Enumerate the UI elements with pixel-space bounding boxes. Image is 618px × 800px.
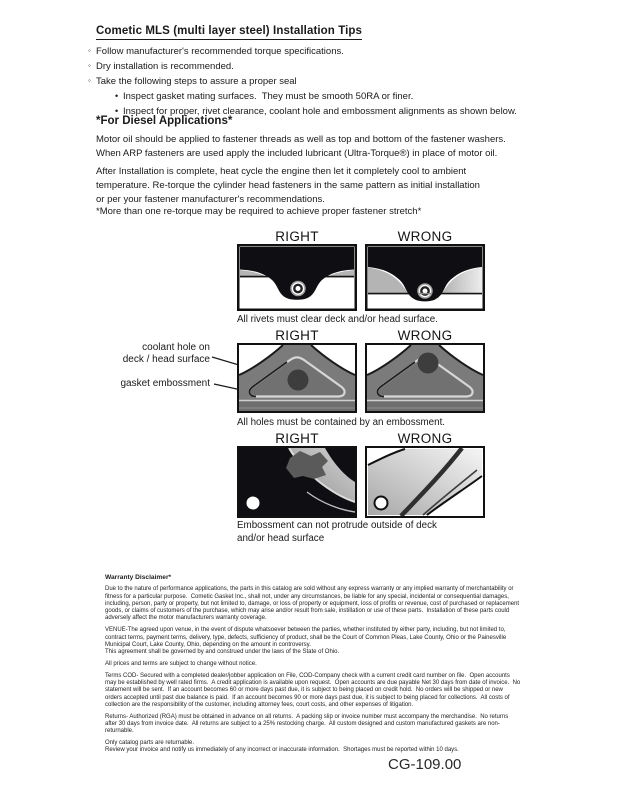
disclaimer-paragraph: Terms COD- Secured with a completed dealer/jobber application on File, COD-Company check with a current credit card number on file. Open accounts may be established by well rated firms. A credit application is available upon request. Open accounts are due payable Net 30 days from date of invoice. No statement will be sent. If an account becomes 60 or more days past due, it is subject to being placed on credit hold. No orders will be shipped or new orders accepted until past due balance is paid. If an account becomes 90 or more days past due, it is subject to being placed for collections. All costs of collection are the responsibility of the customer, including attorney fees, court costs, and other expenses of litigation.	[105, 672, 522, 708]
embossment-right-diagram	[237, 343, 357, 413]
rivet-wrong-diagram	[365, 244, 485, 311]
protrude-wrong-diagram	[365, 446, 485, 518]
annotation-line: gasket embossment	[120, 378, 210, 389]
right-label: RIGHT	[275, 229, 319, 244]
list-item	[88, 59, 517, 74]
paragraph-line: temperature. Re-torque the cylinder head fasteners in the same pattern as initial installation	[96, 180, 480, 191]
tip-text: Dry installation is recommended.	[96, 61, 234, 72]
tip-text: Inspect for proper, rivet clearance, coolant hole and embossment alignments as shown below.	[123, 106, 517, 117]
diesel-paragraph-1	[96, 133, 506, 161]
annotation-coolant-hole	[88, 342, 210, 366]
paragraph-line: Motor oil should be applied to fastener threads as well as top and bottom of the fastener washers.	[96, 134, 506, 145]
diagram-caption: All holes must be contained by an embossment.	[237, 417, 446, 428]
diagram-caption	[237, 519, 437, 545]
wrong-label: WRONG	[397, 431, 453, 446]
right-label: RIGHT	[275, 328, 319, 343]
disclaimer-paragraph: VENUE-The agreed upon venue, in the event of dispute whatsoever between the parties, whether instituted by either party, including, but not limited to, contract terms, payment terms, delivery, type, defects, sufficiency of product, shall be the Court of Common Pleas, Lake County, Ohio or the Painesville Municipal Court, Lake County, Ohio, depending on the amount in controversy.	[105, 627, 508, 648]
list-sub-item	[88, 89, 517, 104]
bullet-icon: ◦	[88, 61, 91, 70]
protrude-right-diagram	[237, 446, 357, 518]
embossment-wrong-diagram	[365, 343, 485, 413]
section-heading-diesel: *For Diesel Applications*	[96, 115, 233, 127]
page-title: Cometic MLS (multi layer steel) Installation Tips	[96, 25, 362, 40]
annotation-line: coolant hole on	[142, 342, 210, 353]
annotation-gasket-embossment	[88, 378, 210, 390]
paragraph-line: or per your fastener manufacturer's recommendations.	[96, 194, 325, 205]
caption-line: and/or head surface	[237, 533, 325, 544]
tip-text: Follow manufacturer's recommended torque specifications.	[96, 46, 344, 57]
bullet-icon: •	[115, 106, 119, 116]
disclaimer-paragraph: Only catalog parts are returnable.	[105, 740, 195, 747]
bullet-icon: ◦	[88, 76, 91, 85]
retorque-note: *More than one re-torque may be required to achieve proper fastener stretch*	[96, 206, 422, 217]
list-item	[88, 44, 517, 59]
diesel-paragraph-2	[96, 165, 480, 207]
warranty-disclaimer	[105, 574, 521, 759]
rivet-right-diagram	[237, 244, 357, 311]
wrong-label: WRONG	[397, 229, 453, 244]
tip-text: Inspect gasket mating surfaces. They must be smooth 50RA or finer.	[123, 91, 414, 102]
paragraph-line: When ARP fasteners are used apply the included lubricant (Ultra-Torque®) in place of motor oil.	[96, 148, 498, 159]
page-number: CG-109.00	[388, 756, 462, 773]
disclaimer-paragraph: This agreement shall be governed by and construed under the laws of the State of Ohio.	[105, 649, 340, 656]
list-item	[88, 74, 517, 89]
disclaimer-paragraph: Returns- Authorized (RGA) must be obtained in advance on all returns. A packing slip or invoice number must accompany the merchandise. No returns after 30 days from invoice date. All returns are subject to a 25% restocking charge. All custom designed and custom manufactured gaskets are non-returnable.	[105, 713, 510, 735]
caption-line: Embossment can not protrude outside of deck	[237, 520, 437, 531]
disclaimer-paragraph: All prices and terms are subject to change without notice.	[105, 660, 257, 667]
disclaimer-paragraph: Due to the nature of performance applications, the parts in this catalog are sold without any express warranty or any implied warranty of merchantability or fitness for a particular purpose. Cometic Gasket Inc., shall not, under any circumstances, be liable for any special, incidental or consequential damages, including, person, party or property, but not limited to, damage, or loss of property or equipment, loss of profits or revenue, cost of purchased or replacement goods, or claims of customers of the purchase, which may arise and/or result from sale, instillation or use of these parts. Installation of these parts could adversely affect the motor manufacturers warranty coverage.	[105, 586, 521, 622]
disclaimer-paragraph: Review your invoice and notify us immediately of any incorrect or inaccurate information. Shortages must be reported within 10 days.	[105, 747, 459, 754]
bullet-icon: ◦	[88, 46, 91, 55]
paragraph-line: After Installation is complete, heat cycle the engine then let it completely cool to ambient	[96, 166, 467, 177]
right-label: RIGHT	[275, 431, 319, 446]
diagram-caption: All rivets must clear deck and/or head surface.	[237, 314, 438, 325]
annotation-line: deck / head surface	[122, 354, 210, 365]
bullet-icon: •	[115, 91, 119, 101]
disclaimer-heading: Warranty Disclaimer*	[105, 574, 172, 581]
tip-text: Take the following steps to assure a proper seal	[96, 76, 297, 87]
wrong-label: WRONG	[397, 328, 453, 343]
installation-tips-list	[88, 44, 517, 119]
